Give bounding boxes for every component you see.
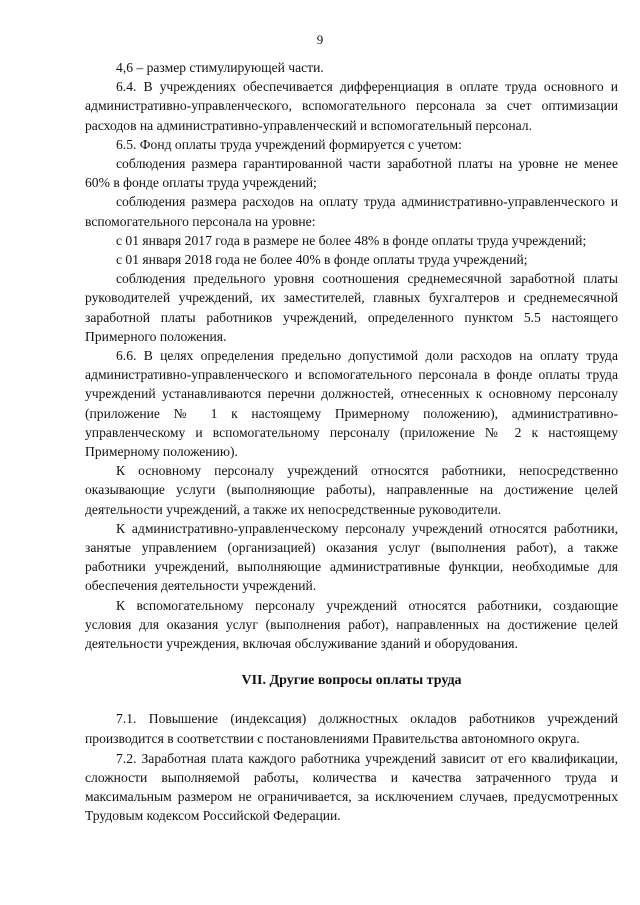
- paragraph-6-6: 6.6. В целях определения предельно допустимой доли расходов на оплату труда административно-управленческого и вспомогательного персонала в фонде оплаты труда учреждений устанавливаются перечни должностей, отнесенных к основному персоналу (приложение № 1 к настоящему Примерному положению), административно-управленческому и вспомогательному персоналу (приложение № 2 к настоящему Примерному положению).: [85, 348, 618, 460]
- paragraph-7-1: 7.1. Повышение (индексация) должностных окладов работников учреждений производится в соответствии с постановлениями Правительства автономного округа.: [85, 711, 618, 746]
- paragraph-2018: с 01 января 2018 года не более 40% в фонде оплаты труда учреждений;: [116, 252, 528, 268]
- paragraph-admin-staff: К административно-управленческому персоналу учреждений относятся работники, занятые управлением (организацией) оказания услуг (выполнения работ), а также работники учреждений, выполняющие административные функции, необходимые для обеспечения деятельности учреждений.: [85, 520, 618, 594]
- paragraph-support-staff: К вспомогательному персоналу учреждений относятся работники, создающие условия для оказания услуг (выполнения работ), направленных на достижение целей деятельности учреждения, включая обслуживание зданий и оборудования.: [85, 597, 618, 652]
- paragraph-main-staff: К основному персоналу учреждений относятся работники, непосредственно оказывающие услуги (выполняющие работы), направленные на достижение целей деятельности учреждений, а также их непосредственные руководители.: [85, 463, 618, 517]
- paragraph-coefficient: 4,6 – размер стимулирующей части.: [116, 60, 324, 75]
- section-heading: VII. Другие вопросы оплаты труда: [241, 673, 462, 689]
- paragraph-admin-costs: соблюдения размера расходов на оплату труда административно-управленческого и вспомогательного персонала на уровне:: [85, 194, 618, 229]
- paragraph-6-5: 6.5. Фонд оплаты труда учреждений формируется с учетом:: [116, 136, 462, 152]
- paragraph-2017: с 01 января 2017 года в размере не более 48% в фонде оплаты труда учреждений;: [116, 232, 587, 248]
- paragraph-6-4: 6.4. В учреждениях обеспечивается дифференциация в оплате труда основного и административно-управленческого, вспомогательного персонала за счет оптимизации расходов на административно-управленческий и вспомогательный персонал.: [85, 79, 618, 133]
- document-body: [85, 58, 618, 826]
- paragraph-7-2: 7.2. Заработная плата каждого работника учреждений зависит от его квалификации, сложности выполняемой работы, количества и качества затраченного труда и максимальным размером не ограничивается, за исключением случаев, предусмотренных Трудовым кодексом Российской Федерации.: [85, 750, 618, 824]
- paragraph-salary-ratio: соблюдения предельного уровня соотношения среднемесячной заработной платы руководителей учреждений, их заместителей, главных бухгалтеров и среднемесячной заработной платы работников учреждений, определенного пунктом 5.5 настоящего Примерного положения.: [85, 271, 618, 344]
- page-number: 9: [316, 32, 324, 47]
- paragraph-guaranteed-part: соблюдения размера гарантированной части заработной платы на уровне не менее 60% в фонде оплаты труда учреждений;: [85, 156, 618, 191]
